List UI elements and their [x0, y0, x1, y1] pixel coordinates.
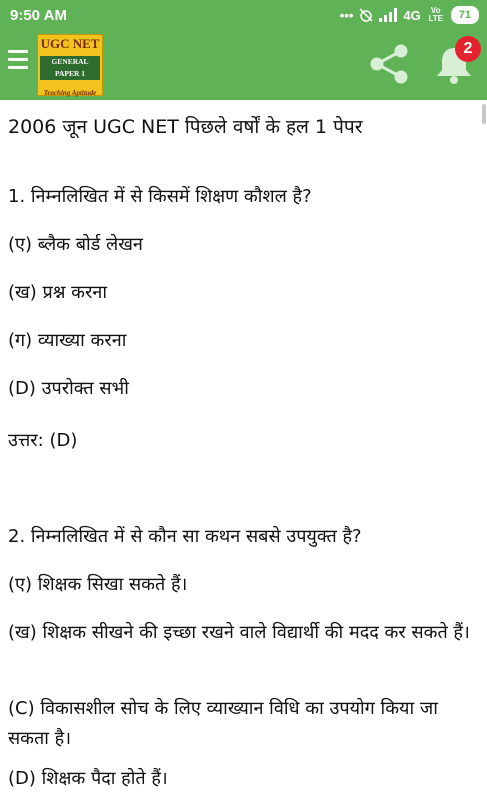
network-type: 4G: [403, 7, 421, 23]
question-1-answer: उत्तर: (D): [8, 430, 78, 451]
question-2-option-b: (ख) शिक्षक सीखने की इच्छा रखने वाले विद्यार्थी की मदद कर सकते हैं।: [8, 622, 470, 643]
question-2-option-a: (ए) शिक्षक सिखा सकते हैं।: [8, 574, 188, 595]
logo-line-2: GENERAL PAPER 1: [40, 56, 100, 80]
signal-icon: [379, 8, 397, 22]
question-1-option-d: (D) उपरोक्त सभी: [8, 378, 129, 399]
scrollbar-thumb[interactable]: [482, 104, 486, 124]
question-1: 1. निम्नलिखित में से किसमें शिक्षण कौशल है?: [8, 186, 312, 207]
question-2: 2. निम्नलिखित में से कौन सा कथन सबसे उपयुक्त है?: [8, 526, 362, 547]
question-1-option-c: (ग) व्याख्या करना: [8, 330, 127, 351]
page-title: 2006 जून UGC NET पिछले वर्षों के हल 1 पेपर: [8, 116, 363, 138]
share-icon[interactable]: [366, 42, 412, 86]
status-icons: [340, 6, 479, 24]
logo-line-3: Teaching Aptitude: [43, 89, 97, 97]
status-bar: [0, 0, 487, 32]
volte-indicator: Vo LTE: [428, 6, 443, 23]
question-2-option-c: (C) विकासशील सोच के लिए व्याख्यान विधि का उपयोग किया जा सकता है।: [8, 698, 438, 749]
notification-badge[interactable]: 2: [455, 36, 481, 62]
status-time: 9:50 AM: [10, 7, 67, 24]
more-dots-icon: •••: [339, 7, 354, 23]
app-logo: [37, 34, 103, 96]
question-1-option-a: (ए) ब्लैक बोर्ड लेखन: [8, 234, 143, 255]
logo-line-1: UGC NET: [40, 36, 100, 51]
menu-icon[interactable]: [8, 50, 28, 70]
battery-indicator: 71: [451, 6, 479, 24]
question-2-option-d: (D) शिक्षक पैदा होते हैं।: [8, 768, 168, 789]
alarm-off-icon: [359, 8, 373, 22]
question-1-option-b: (ख) प्रश्न करना: [8, 282, 108, 303]
